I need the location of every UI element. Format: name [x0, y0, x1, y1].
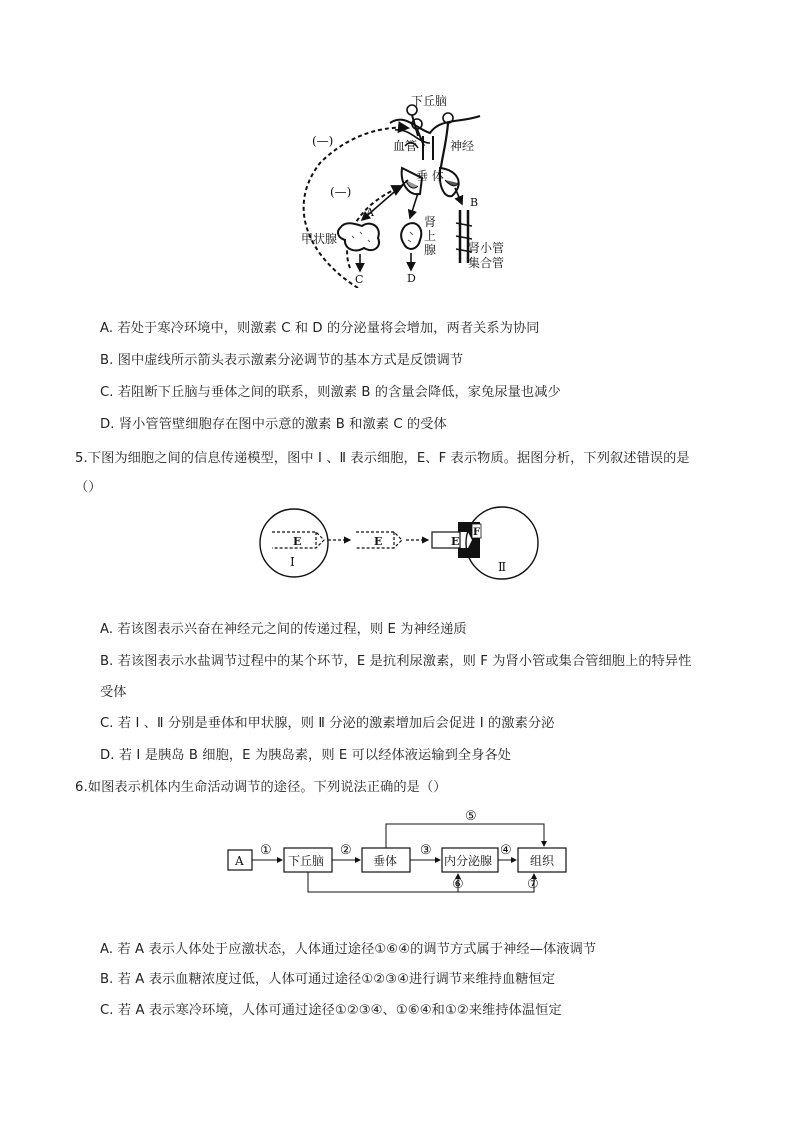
endocrine-regulation-figure	[290, 88, 520, 288]
box-a-label: A	[235, 854, 244, 868]
endocrine-regulation-diagram	[290, 88, 520, 288]
label-tubule-1: 肾小管	[468, 241, 505, 255]
label-f: F	[473, 527, 481, 538]
q5-option-d: D. 若 Ⅰ 是胰岛 B 细胞，E 为胰岛素，则 E 可以经体液运输到全身各处	[100, 748, 512, 763]
label-blood-vessel: 血管	[393, 139, 418, 153]
label-adrenal-2: 上	[424, 229, 437, 243]
q5-stem: 5.下图为细胞之间的信息传递模型，图中 Ⅰ 、Ⅱ 表示细胞，E、F 表示物质。据图分析，下列叙述错误的是	[75, 451, 690, 466]
box-pituitary-label: 垂体	[373, 854, 398, 868]
label-b: B	[470, 196, 479, 209]
q5-option-b: B. 若该图表示水盐调节过程中的某个环节，E 是抗利尿激素，则 F 为肾小管或集合管细胞上的特异性	[100, 654, 692, 669]
label-d: D	[407, 272, 416, 285]
label-e-middle: E	[374, 535, 383, 548]
label-pituitary: 垂 体	[416, 169, 444, 183]
label-negative-1: (—)	[312, 134, 334, 148]
path-3-label: ③	[420, 843, 432, 858]
label-adrenal-1: 肾	[424, 215, 437, 229]
label-e-cell1: E	[293, 535, 302, 548]
box-tissue-label: 组织	[530, 854, 555, 868]
label-a: A	[366, 206, 374, 219]
q4-option-c: C. 若阻断下丘脑与垂体之间的联系，则激素 B 的含量会降低，家兔尿量也减少	[100, 385, 561, 400]
q6-option-c: C. 若 A 表示寒冷环境，人体可通过途径①②③④、①⑥④和①②来维持体温恒定	[100, 1003, 562, 1018]
label-thyroid: 甲状腺	[301, 232, 338, 246]
box-endocrine-label: 内分泌腺	[444, 854, 493, 868]
signal-transmission-figure	[258, 500, 544, 586]
label-c: C	[355, 273, 364, 286]
q5-option-a: A. 若该图表示兴奋在神经元之间的传递过程，则 E 为神经递质	[100, 622, 467, 637]
path-6-label: ⑥	[452, 877, 464, 892]
q5-stem-paren: （）	[75, 480, 102, 495]
q5-option-b-cont: 受体	[100, 685, 127, 700]
q5-option-c: C. 若 Ⅰ 、Ⅱ 分别是垂体和甲状腺，则 Ⅱ 分泌的激素增加后会促进 Ⅰ 的激素分泌	[100, 716, 555, 731]
label-e-bound: E	[451, 535, 460, 548]
label-negative-2: (—)	[330, 185, 352, 199]
box-hypothalamus-label: 下丘脑	[288, 854, 325, 868]
q6-option-b: B. 若 A 表示血糖浓度过低，人体可通过途径①②③④进行调节来维持血糖恒定	[100, 972, 556, 987]
q4-option-d: D. 肾小管管壁细胞存在图中示意的激素 B 和激素 C 的受体	[100, 417, 447, 432]
label-tubule-2: 集合管	[468, 256, 505, 270]
path-2-label: ②	[340, 843, 352, 858]
signal-transmission-diagram	[258, 500, 544, 586]
path-5-label: ⑤	[465, 809, 477, 824]
label-hypothalamus: 下丘脑	[411, 94, 448, 108]
label-cell-1: Ⅰ	[290, 555, 295, 569]
regulation-pathway-diagram	[222, 804, 578, 904]
label-cell-2: Ⅱ	[498, 560, 507, 574]
q4-option-b: B. 图中虚线所示箭头表示激素分泌调节的基本方式是反馈调节	[100, 353, 464, 368]
q6-option-a: A. 若 A 表示人体处于应激状态，人体通过途径①⑥④的调节方式属于神经—体液调节	[100, 942, 597, 957]
q6-stem: 6.如图表示机体内生命活动调节的途径。下列说法正确的是（）	[75, 780, 447, 795]
regulation-pathway-figure	[222, 804, 578, 904]
label-adrenal-3: 腺	[424, 243, 437, 257]
label-nerve: 神经	[450, 139, 475, 153]
path-7-label: ⑦	[527, 877, 539, 892]
path-1-label: ①	[260, 843, 272, 858]
q4-option-a: A. 若处于寒冷环境中，则激素 C 和 D 的分泌量将会增加，两者关系为协同	[100, 321, 540, 336]
path-4-label: ④	[500, 843, 512, 858]
